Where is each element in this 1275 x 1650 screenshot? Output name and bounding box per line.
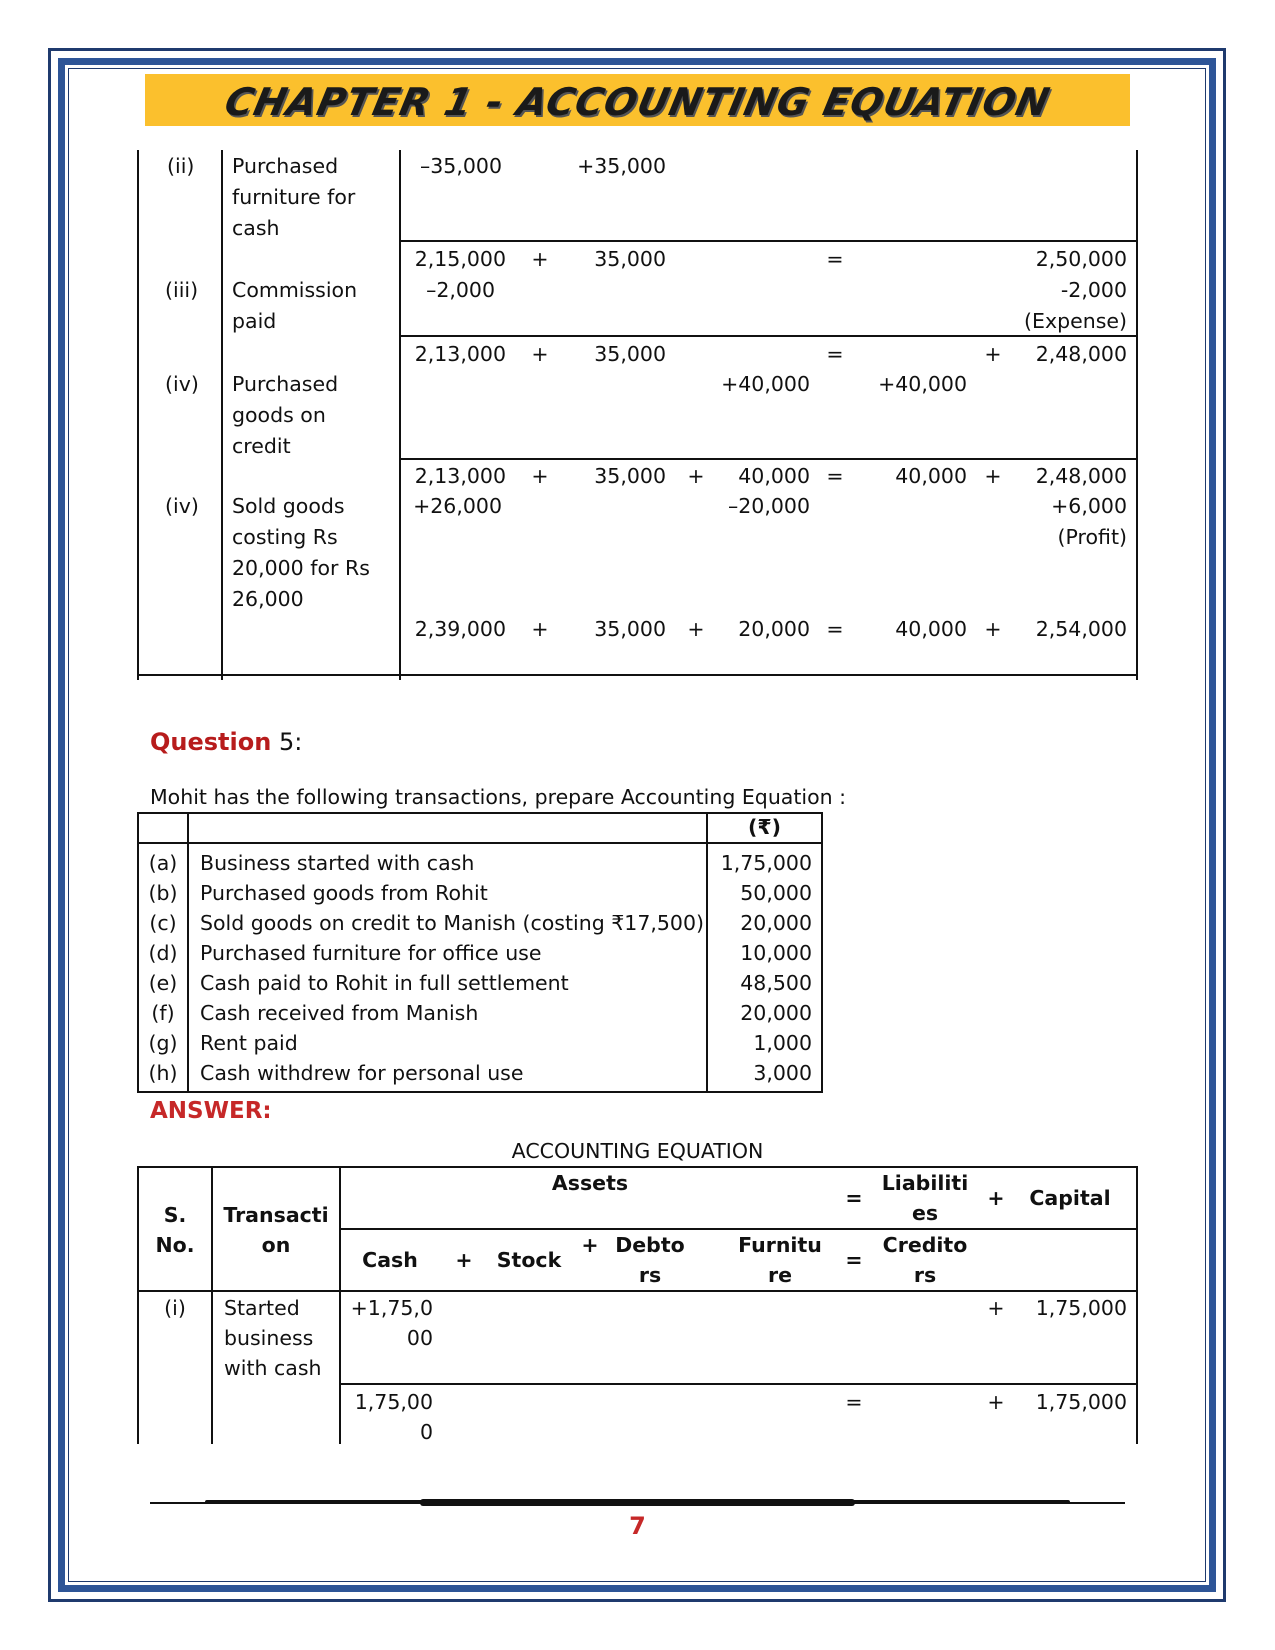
plus-sign: + [455, 1248, 473, 1272]
header-rule [137, 842, 823, 844]
transaction-desc: Cash paid to Rohit in full settlement [200, 971, 569, 995]
row-description: 20,000 for Rs [232, 556, 370, 580]
row-description: paid [232, 309, 277, 333]
question-number: 5: [271, 728, 303, 756]
capital-balance: 2,48,000 [1035, 464, 1127, 488]
assets-header: Assets [551, 1171, 629, 1195]
plus-sign: + [984, 464, 1002, 488]
debtors-header: Debto [615, 1233, 685, 1257]
sno-header: S. [163, 1203, 187, 1227]
capital-note: (Expense) [1024, 309, 1127, 333]
transaction-desc: Sold goods on credit to Manish (costing ₹17,500) [200, 911, 705, 935]
stock-header: Stock [496, 1248, 562, 1272]
creditors-header: Credito [882, 1233, 968, 1257]
row-description: Sold goods [232, 494, 345, 518]
equals-sign: = [826, 617, 844, 641]
transaction-desc: Purchased furniture for office use [200, 941, 542, 965]
cash-value: –2,000 [426, 278, 495, 302]
row-description: Started [224, 1296, 300, 1320]
plus-sign: + [531, 617, 549, 641]
row-description: furniture for [232, 185, 356, 209]
header-bottom-rule [137, 1290, 1138, 1292]
cash-value: 00 [406, 1326, 433, 1350]
capital-balance: 1,75,000 [1035, 1390, 1127, 1414]
stock-value: –20,000 [728, 494, 810, 518]
transaction-header: Transacti [223, 1203, 329, 1227]
transaction-amount: 10,000 [740, 941, 812, 965]
row-description: business [224, 1326, 314, 1350]
equals-sign: = [845, 1390, 863, 1414]
question-text: Mohit has the following transactions, prepare Accounting Equation : [150, 785, 847, 809]
cash-balance: 2,15,000 [414, 247, 506, 271]
capital-balance: 2,50,000 [1035, 247, 1127, 271]
cash-header: Cash [362, 1248, 418, 1272]
plus-sign: + [984, 617, 1002, 641]
capital-balance: 2,48,000 [1035, 342, 1127, 366]
plus-sign: + [531, 464, 549, 488]
cash-balance: 2,39,000 [414, 617, 506, 641]
plus-sign: + [687, 617, 705, 641]
equals-sign: = [826, 464, 844, 488]
transaction-id: (e) [148, 971, 178, 995]
sno-header: No. [155, 1233, 195, 1257]
transaction-id: (f) [151, 1001, 175, 1025]
row-description: credit [232, 434, 291, 458]
capital-note: (Profit) [1057, 525, 1127, 549]
table-border-left [137, 150, 139, 680]
table-border-right [1136, 1166, 1138, 1444]
table-border-right [821, 812, 823, 1093]
stock-balance: 20,000 [738, 617, 810, 641]
row-description: with cash [224, 1356, 322, 1380]
table-divider [221, 150, 223, 680]
capital-header: Capital [1029, 1186, 1111, 1210]
debtors-header: rs [638, 1263, 662, 1287]
row-description: goods on [232, 403, 326, 427]
table-border-right [1136, 150, 1138, 680]
row-description: costing Rs [232, 525, 338, 549]
table-border-bottom [137, 1091, 823, 1093]
transaction-desc: Cash received from Manish [200, 1001, 479, 1025]
transaction-amount: 48,500 [740, 971, 812, 995]
transaction-amount: 1,75,000 [720, 851, 812, 875]
row-number: (iii) [165, 278, 199, 302]
cash-balance: 1,75,00 [354, 1390, 433, 1414]
creditors-balance: 40,000 [895, 617, 967, 641]
table-divider [399, 150, 401, 680]
furniture-header: re [767, 1263, 792, 1287]
page-number: 7 [629, 1512, 646, 1540]
liabilities-header: es [911, 1201, 939, 1225]
row-description: cash [232, 216, 280, 240]
equals-sign: = [845, 1186, 863, 1210]
plus-sign: + [984, 342, 1002, 366]
row-number: (iv) [165, 494, 199, 518]
cash-value: +26,000 [413, 494, 502, 518]
transaction-id: (h) [148, 1061, 178, 1085]
transaction-amount: 1,000 [753, 1031, 812, 1055]
capital-value: 1,75,000 [1035, 1296, 1127, 1320]
plus-sign: + [987, 1390, 1005, 1414]
row-description: 26,000 [232, 587, 304, 611]
capital-balance: 2,54,000 [1035, 617, 1127, 641]
transaction-amount: 50,000 [740, 881, 812, 905]
plus-sign: + [687, 464, 705, 488]
capital-value: +6,000 [1051, 494, 1127, 518]
stock-balance: 40,000 [738, 464, 810, 488]
transaction-desc: Business started with cash [200, 851, 475, 875]
plus-sign: + [987, 1296, 1005, 1320]
row-description: Purchased [232, 154, 339, 178]
question-heading [150, 728, 302, 756]
currency-header: (₹) [747, 815, 781, 839]
row-number: (iv) [165, 372, 199, 396]
equals-sign: = [826, 247, 844, 271]
capital-value: -2,000 [1060, 278, 1127, 302]
plus-sign: + [987, 1186, 1005, 1210]
question-label: Question [150, 728, 272, 756]
cash-balance: 2,13,000 [414, 342, 506, 366]
chapter-banner [145, 74, 1130, 126]
furniture-balance: 35,000 [594, 617, 666, 641]
furniture-balance: 35,000 [594, 247, 666, 271]
row-description: Commission [232, 278, 358, 302]
transaction-id: (d) [148, 941, 178, 965]
cash-value: –35,000 [420, 154, 502, 178]
transaction-desc: Rent paid [200, 1031, 298, 1055]
row-number: (i) [164, 1296, 186, 1320]
cash-balance: 0 [419, 1420, 433, 1444]
equals-sign: = [845, 1248, 863, 1272]
creditors-balance: 40,000 [895, 464, 967, 488]
footer-rule-accent [420, 1499, 855, 1506]
balance-rule [399, 240, 1138, 242]
stock-value: +40,000 [721, 372, 810, 396]
row-description: Purchased [232, 372, 339, 396]
creditors-value: +40,000 [878, 372, 967, 396]
transaction-amount: 20,000 [740, 1001, 812, 1025]
balance-rule [339, 1383, 1138, 1385]
transaction-id: (a) [148, 851, 178, 875]
accounting-equation-title: ACCOUNTING EQUATION [511, 1139, 764, 1163]
plus-sign: + [531, 342, 549, 366]
table-divider [187, 812, 189, 1093]
plus-sign: + [531, 247, 549, 271]
creditors-header: rs [913, 1263, 937, 1287]
row-number: (ii) [167, 154, 195, 178]
transaction-id: (g) [148, 1031, 178, 1055]
cash-value: +1,75,0 [350, 1296, 433, 1320]
equals-sign: = [826, 342, 844, 366]
transaction-amount: 20,000 [740, 911, 812, 935]
transaction-desc: Purchased goods from Rohit [200, 881, 488, 905]
cash-balance: 2,13,000 [414, 464, 506, 488]
furniture-balance: 35,000 [594, 342, 666, 366]
furniture-header: Furnitu [738, 1233, 822, 1257]
table-border-bottom [137, 674, 1138, 676]
furniture-value: +35,000 [577, 154, 666, 178]
transaction-id: (b) [148, 881, 178, 905]
furniture-balance: 35,000 [594, 464, 666, 488]
liabilities-header: Liabiliti [881, 1171, 969, 1195]
transaction-id: (c) [149, 911, 177, 935]
chapter-title: CHAPTER 1 - ACCOUNTING EQUATION [221, 80, 1054, 124]
plus-sign: + [581, 1233, 599, 1257]
balance-rule [399, 458, 1138, 460]
transaction-amount: 3,000 [753, 1061, 812, 1085]
answer-heading: ANSWER: [150, 1098, 272, 1124]
transaction-desc: Cash withdrew for personal use [200, 1061, 524, 1085]
transaction-header: on [261, 1233, 291, 1257]
